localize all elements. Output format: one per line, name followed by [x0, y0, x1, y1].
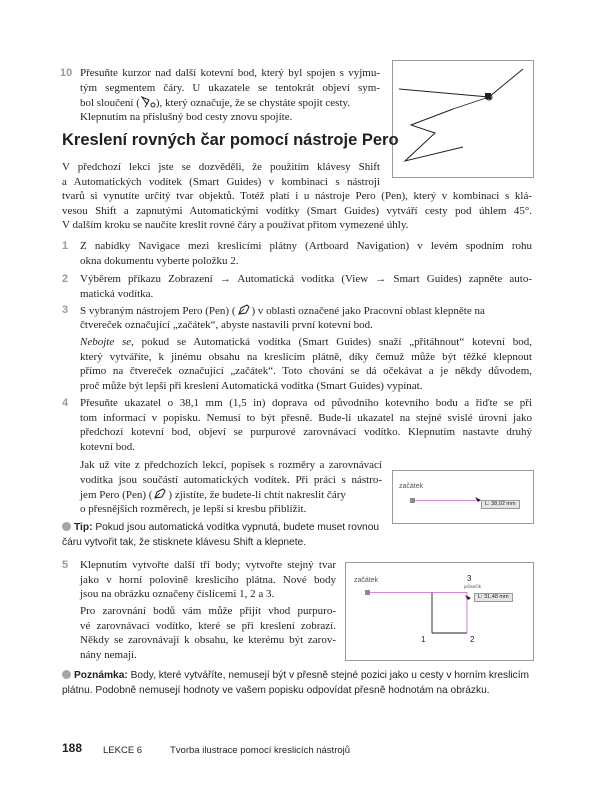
tip-bullet-icon — [62, 522, 71, 531]
step-number: 2 — [62, 273, 69, 285]
step4-line: předchozí kotevní bod, objeví se purpurové zarovnávací vodítko. Klepnutím nastavte druhý — [80, 426, 532, 439]
zigzag-illustration — [393, 61, 533, 177]
step5-note-line: Někdy se zarovnávají k obsahu, ke kterému být zarov- — [80, 634, 336, 647]
figure-start-point — [392, 470, 534, 524]
step5-line: jsou na obrázku označeny číslicemi 1, 2 a 3. — [80, 588, 275, 601]
step4-note-line: vodítka jsou součástí automatických vodítek. Při práci s nástro- — [80, 473, 382, 486]
intro-line: a Automatických vodítek (Smart Guides) v kombinaci s nástroji — [62, 175, 380, 188]
step1-line: Z nabídky Navigace mezi kreslicími plátny (Artboard Navigation) v levém spodním rohu — [80, 240, 532, 252]
page-number: 188 — [62, 741, 83, 755]
step3-line: čtvereček označující „začátek“, abyste nastavili první kotevní bod. — [80, 318, 373, 331]
step3-note-line — [80, 335, 532, 350]
tip-text: Pokud jsou automatická vodítka vypnutá, budete muset rovnou — [92, 522, 380, 533]
step4-text: ) zjistíte, že budete-li chtít nakreslit čáry — [168, 489, 346, 502]
step10-line: tým segmentem čáry. U ukazatele se tentokrát objeví sym- — [80, 81, 380, 94]
pen-tool-icon — [152, 487, 168, 500]
step3-note-line: přímo na čtvereček označující „začátek“. Toto chování se dá očekávat a je někdy důvodem, — [80, 365, 532, 378]
step2-line: Výběrem příkazu Zobrazení → Automatická vodítka (View → Smart Guides) zapněte auto- — [80, 273, 532, 285]
step4-note-line: o přesnějších rozměrech, je lepší si kresbu přiblížit. — [80, 502, 307, 515]
measure-tooltip: L: 38,02 mm — [481, 500, 520, 509]
figure-three-points — [345, 562, 534, 661]
step3-line — [80, 303, 532, 319]
step3-text: ) v oblasti označené jako Pracovní oblast klepněte na — [251, 305, 485, 317]
start-label: začátek — [354, 577, 379, 584]
step5-note-line: Pro zarovnání bodů vám může přijít vhod purpuro- — [80, 605, 336, 617]
note-line: plátnu. Podobně nemusejí hodnoty ve vašem popisku odpovídat přesně hodnotám na obrázku. — [62, 685, 490, 696]
step4-line: kotevní bod. — [80, 440, 135, 453]
step5-line: Klepnutím vytvořte další tři body; vytvořte stejný tvar — [80, 559, 336, 571]
step4-note-line — [80, 487, 382, 503]
step10-line: Klepnutím na příslušný bod cesty znovu spojíte. — [80, 110, 293, 123]
pen-tool-icon — [236, 303, 252, 316]
step10-line: Přesuňte kurzor nad další kotevní bod, který byl spojen s vyjmu- — [80, 67, 380, 79]
note-label: Poznámka: — [74, 670, 128, 681]
step5-line: jako v horní polovině kreslicího plátna. Nové body — [80, 573, 336, 586]
intro-line: V předchozí lekci jste se dozvěděli, že použitím klávesy Shift — [62, 161, 380, 173]
step-number: 1 — [62, 240, 69, 252]
step3-note-line: který vytváříte, k jinému obsahu na kreslicím plátně, díky čemuž může být těžké klepnout — [80, 350, 532, 363]
point-label-3: 3 — [467, 574, 472, 583]
lesson-label: LEKCE 6 — [103, 745, 143, 756]
anchor-label: průsečík — [464, 584, 482, 589]
tip-note-line: čáru vytvořit tak, že stisknete klávesu Shift a klepnete. — [62, 536, 307, 548]
step3-note-line: proč může být lepší při kreslení Automatická vodítka (Smart Guides) vypínat. — [80, 379, 423, 392]
step4-note-line: Jak už víte z předchozích lekcí, popisek s rozměry a zarovnávací — [80, 459, 382, 471]
tip-note — [62, 521, 380, 536]
section-heading: Kreslení rovných čar pomocí nástroje Pero — [62, 131, 399, 149]
chapter-title: Tvorba ilustrace pomocí kreslicích nástrojů — [170, 745, 351, 756]
note-text: Body, které vytváříte, nemusejí být v přesně stejné pozici jako u cesty v horním kreslicím — [127, 670, 530, 681]
step5-note-line: vé zarovnávací vodítko, které se při kreslení zobrazí. — [80, 619, 336, 632]
point-label-2: 2 — [470, 635, 475, 644]
note-block — [62, 669, 532, 684]
start-label: začátek — [399, 483, 424, 490]
step10-text: bol sloučení ( — [80, 97, 140, 110]
step4-line: tom informací v popisku. Nemusí to být přesně. Bude-li ukazatel na stejné svislé úrovni jako — [80, 411, 532, 424]
step10-line — [80, 95, 380, 111]
step3-text: pokud se Automatická vodítka (Smart Guides) snaží „přitáhnout“ kotevní bod, — [133, 336, 532, 348]
step10-text: ), který označuje, že se chystáte spojit cesty. — [155, 97, 351, 110]
step5-note-line: nány nemají. — [80, 648, 137, 661]
start-point-illustration — [393, 471, 533, 523]
step1-line: okna dokumentu vyberte položku 2. — [80, 254, 239, 267]
step4-text: jem Pero (Pen) ( — [80, 489, 153, 502]
intro-line: vesou Shift a zapnutými Automatickými vodítky (Smart Guides) vytváří cesty pod úhlem 45°. — [62, 204, 532, 217]
intro-line: V dalším kroku se naučíte kreslit rovné čáry a používat přitom vymezené úhly. — [62, 219, 409, 232]
step2-line: matická vodítka. — [80, 287, 154, 300]
pen-join-icon — [140, 95, 156, 108]
step3-italic: Nebojte se, — [80, 336, 134, 348]
step-number: 10 — [60, 67, 73, 79]
step-number: 4 — [62, 397, 69, 409]
step4-line: Přesuňte ukazatel o 38,1 mm (1,5 in) doprava od původního kotevního bodu a řiďte se při — [80, 397, 532, 409]
three-points-illustration — [346, 563, 533, 660]
step-number: 3 — [62, 304, 69, 316]
measure-tooltip: L: 31,48 mm — [474, 593, 513, 602]
intro-line: tvarů si vynutíte určitý tvar objektů. Totéž platí i u nástroje Pero (Pen), který v kombinaci s klá- — [62, 190, 532, 203]
step3-text: S vybraným nástrojem Pero (Pen) ( — [80, 305, 236, 317]
tip-label: Tip: — [74, 522, 93, 533]
note-bullet-icon — [62, 670, 71, 679]
figure-zigzag-path — [392, 60, 534, 178]
step-number: 5 — [62, 559, 69, 571]
point-label-1: 1 — [421, 635, 426, 644]
